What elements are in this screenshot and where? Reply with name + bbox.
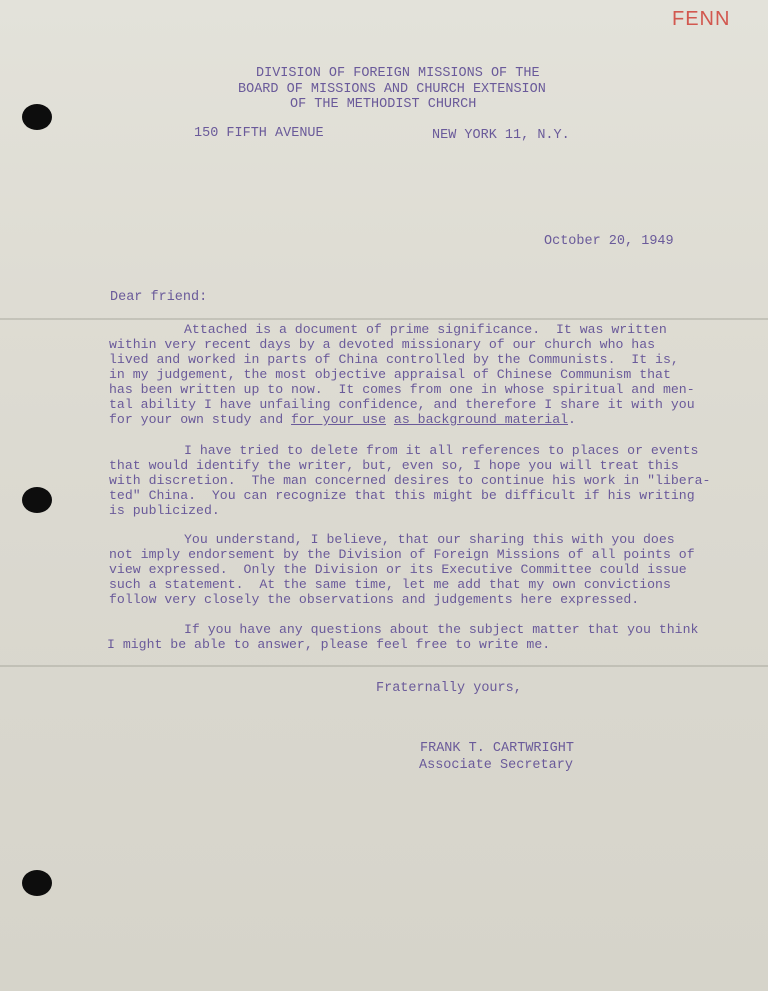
letter-date: October 20, 1949: [544, 234, 674, 249]
letterhead-line-3: OF THE METHODIST CHURCH: [290, 97, 477, 112]
paragraph-3-line: follow very closely the observations and judgements here expressed.: [109, 592, 640, 607]
punch-hole: [22, 870, 52, 896]
salutation: Dear friend:: [110, 290, 208, 305]
paragraph-1-line: lived and worked in parts of China controlled by the Communists. It is,: [109, 352, 679, 367]
paragraph-4-line: If you have any questions about the subject matter that you think: [184, 622, 699, 637]
paragraph-2-line: ted" China. You can recognize that this might be difficult if his writing: [109, 488, 695, 503]
paper-fold-line: [0, 665, 768, 667]
handwritten-annotation: FENN: [672, 8, 731, 30]
signature-name: FRANK T. CARTWRIGHT: [420, 741, 574, 756]
paragraph-1-line: Attached is a document of prime significance. It was written: [184, 322, 667, 337]
letterhead-line-2: BOARD OF MISSIONS AND CHURCH EXTENSION: [238, 82, 546, 97]
paragraph-3-line: such a statement. At the same time, let me add that my own convictions: [109, 577, 671, 592]
paragraph-2-line: that would identify the writer, but, even so, I hope you will treat this: [109, 458, 679, 473]
paragraph-3-line: You understand, I believe, that our sharing this with you does: [184, 532, 675, 547]
closing: Fraternally yours,: [376, 681, 522, 696]
paragraph-1-line: [109, 412, 576, 427]
paragraph-1-line: tal ability I have unfailing confidence, and therefore I share it with you: [109, 397, 695, 412]
punch-hole: [22, 104, 52, 130]
letterhead-line-1: DIVISION OF FOREIGN MISSIONS OF THE: [256, 66, 540, 81]
text-run: for your own study and: [109, 412, 292, 427]
paragraph-1-line: in my judgement, the most objective appraisal of Chinese Communism that: [109, 367, 671, 382]
paper-fold-line: [0, 318, 768, 320]
underlined-phrase: as background material: [393, 412, 569, 427]
punch-hole: [22, 487, 52, 513]
underlined-phrase: for your use: [291, 412, 386, 427]
paragraph-4-line: I might be able to answer, please feel free to write me.: [107, 637, 551, 652]
text-run: .: [568, 412, 576, 427]
paragraph-1-line: has been written up to now. It comes from one in whose spiritual and men-: [109, 382, 695, 397]
paragraph-3-line: view expressed. Only the Division or its Executive Committee could issue: [109, 562, 687, 577]
paragraph-3-line: not imply endorsement by the Division of Foreign Missions of all points of: [109, 547, 695, 562]
paragraph-2-line: I have tried to delete from it all references to places or events: [184, 443, 699, 458]
letterhead-address-street: 150 FIFTH AVENUE: [194, 126, 324, 141]
paragraph-2-line: is publicized.: [109, 503, 220, 518]
paragraph-1-line: within very recent days by a devoted missionary of our church who has: [109, 337, 656, 352]
letterhead-address-city: NEW YORK 11, N.Y.: [432, 128, 570, 143]
text-run: [386, 412, 394, 427]
signature-title: Associate Secretary: [419, 758, 573, 773]
paragraph-2-line: with discretion. The man concerned desires to continue his work in "libera-: [109, 473, 711, 488]
